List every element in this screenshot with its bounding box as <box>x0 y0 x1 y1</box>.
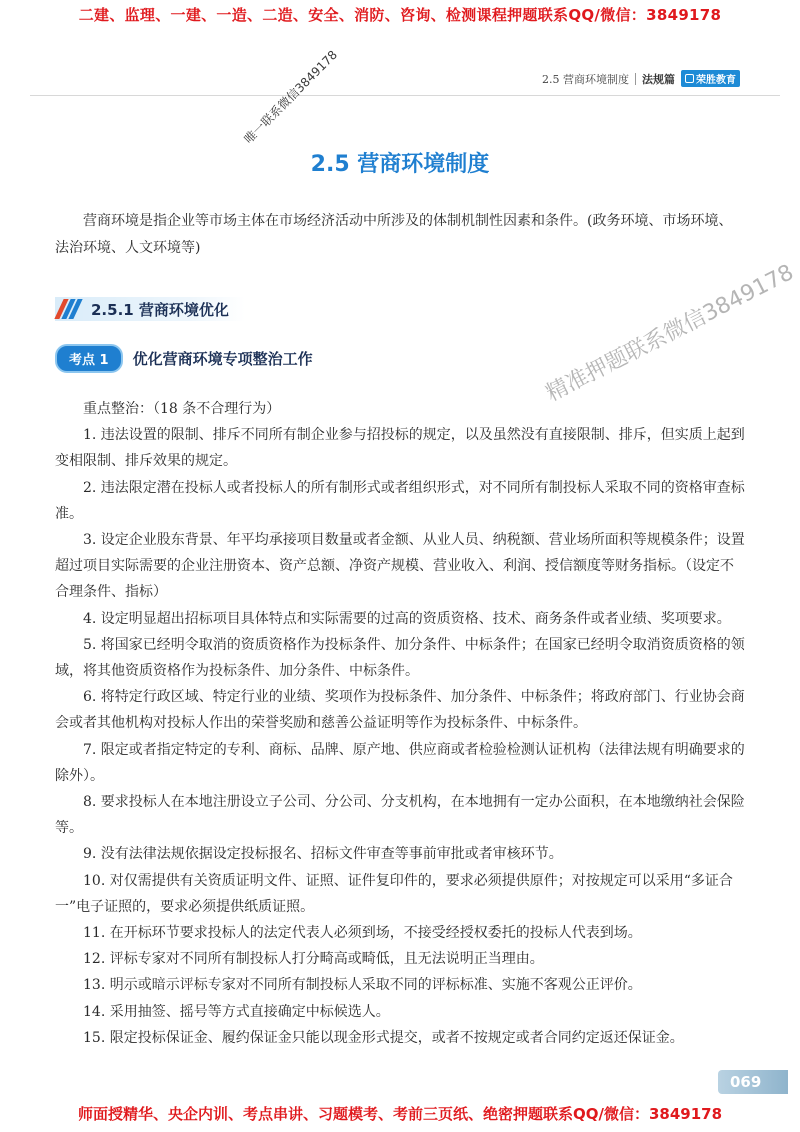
list-item: 6. 将特定行政区域、特定行业的业绩、奖项作为投标条件、加分条件、中标条件；将政府部门、行业协会商会或者其他机构对投标人作出的荣誉奖励和慈善公益证明等作为投标条件、中标条件。 <box>55 689 745 732</box>
intro-paragraph: 营商环境是指企业等市场主体在市场经济活动中所涉及的体制机制性因素和条件。(政务环境、市场环境、法治环境、人文环境等) <box>55 213 733 256</box>
list-item: 13. 明示或暗示评标专家对不同所有制投标人采取不同的评标标准、实施不客观公正评价。 <box>83 977 642 994</box>
running-header <box>542 70 740 87</box>
section-title: 2.5.1 营商环境优化 <box>91 300 229 319</box>
publisher-logo-text: 荣胜教育 <box>696 75 736 86</box>
chapter-title: 2.5 营商环境制度 <box>310 152 490 177</box>
list-item: 4. 设定明显超出招标项目具体特点和实际需要的过高的资质资格、技术、商务条件或者业绩、奖项要求。 <box>83 610 731 627</box>
running-header-section: 2.5 营商环境制度 <box>542 72 629 86</box>
content-lead: 重点整治：（18 条不合理行为） <box>83 401 281 417</box>
top-promo-banner: 二建、监理、一建、一造、二造、安全、消防、咨询、检测课程押题联系QQ/微信：3849178 <box>78 6 722 24</box>
list-item: 2. 违法限定潜在投标人或者投标人的所有制形式或者组织形式，对不同所有制投标人采取不同的资格审查标准。 <box>55 479 745 522</box>
list-item: 10. 对仅需提供有关资质证明文件、证照、证件复印件的，要求必须提供原件；对按规定可以采用“多证合一”电子证照的，要求必须提供纸质证照。 <box>55 872 733 915</box>
list-item: 12. 评标专家对不同所有制投标人打分畸高或畸低，且无法说明正当理由。 <box>83 951 544 968</box>
main-content <box>55 396 745 1051</box>
key-point-badge: 考点 1 <box>55 344 123 373</box>
list-item: 11. 在开标环节要求投标人的法定代表人必须到场，不接受经授权委托的投标人代表到场。 <box>83 925 642 942</box>
key-point-title: 优化营商环境专项整治工作 <box>132 350 313 368</box>
key-point-heading <box>55 344 313 373</box>
list-item: 14. 采用抽签、摇号等方式直接确定中标候选人。 <box>83 1003 390 1020</box>
list-item: 7. 限定或者指定特定的专利、商标、品牌、原产地、供应商或者检验检测认证机构（法律法规有明确要求的除外）。 <box>55 741 745 784</box>
watermark-small: 唯一联系微信3849178 <box>241 47 341 147</box>
list-item: 3. 设定企业股东背景、年平均承接项目数量或者金额、从业人员、纳税额、营业场所面积等规模条件；设置超过项目实际需要的企业注册资本、资产总额、净资产规模、营业收入、利润、授信额度等财务指标。（设定不合理条件、指标） <box>55 532 745 601</box>
page-number: 069 <box>718 1070 788 1094</box>
publisher-logo <box>681 70 740 87</box>
list-item: 1. 违法设置的限制、排斥不同所有制企业参与招投标的规定，以及虽然没有直接限制、排斥，但实质上起到变相限制、排斥效果的规定。 <box>55 427 745 470</box>
list-item: 5. 将国家已经明令取消的资质资格作为投标条件、加分条件、中标条件；在国家已经明令取消资质资格的领域，将其他资质资格作为投标条件、加分条件、中标条件。 <box>55 636 745 680</box>
section-slashes-icon <box>55 297 83 321</box>
list-item: 8. 要求投标人在本地注册设立子公司、分公司、分支机构，在本地拥有一定办公面积，在本地缴纳社会保险等。 <box>55 794 745 837</box>
divider <box>635 73 636 85</box>
bottom-promo-banner: 师面授精华、央企内训、考点串讲、习题模考、考前三页纸、绝密押题联系QQ/微信：3849178 <box>77 1105 723 1123</box>
watermark-large: 精准押题联系微信3849178 <box>542 260 798 407</box>
header-divider <box>30 95 780 96</box>
logo-icon <box>685 74 694 83</box>
section-heading <box>55 295 229 323</box>
list-item: 15. 限定投标保证金、履约保证金只能以现金形式提交，或者不按规定或者合同约定返还保证金。 <box>83 1029 684 1046</box>
list-item: 9. 没有法律法规依据设定投标报名、招标文件审查等事前审批或者审核环节。 <box>83 846 563 863</box>
running-header-part: 法规篇 <box>642 72 675 86</box>
